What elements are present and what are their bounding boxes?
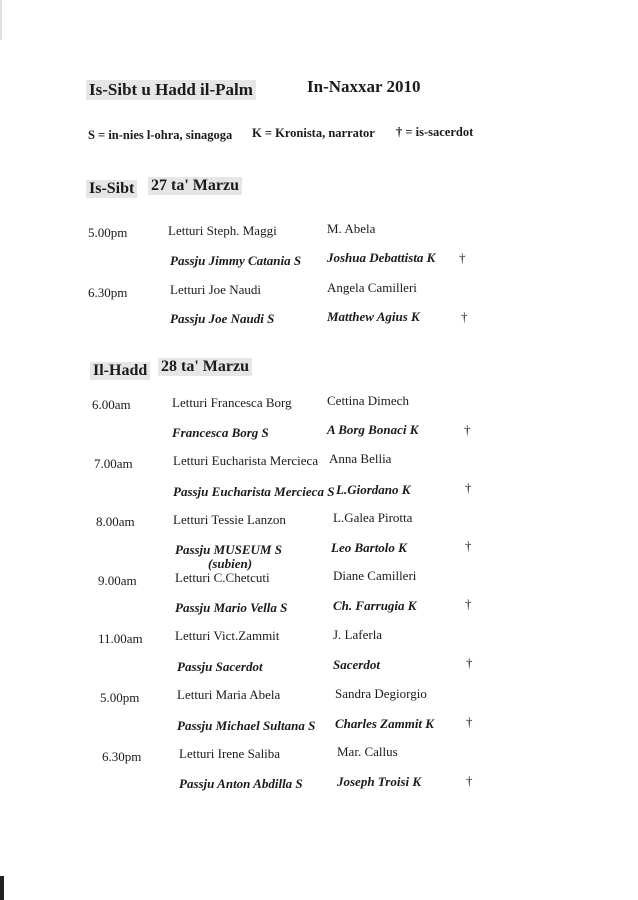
place-year: In-Naxxar 2010: [307, 77, 421, 96]
time-label: 5.00pm: [100, 690, 140, 705]
readers-entry: Letturi Eucharista Mercieca: [173, 453, 319, 468]
chronicler: Joshua Debattista K: [327, 250, 436, 265]
second-reader: J. Laferla: [333, 627, 383, 642]
passion-reader: Passju Jimmy Catania S: [170, 253, 302, 268]
readers-entry: Letturi Tessie Lanzon: [173, 512, 286, 527]
sunday-day-label: Il-Hadd: [90, 362, 150, 380]
chronicler: Charles Zammit K: [335, 716, 434, 731]
priest-cross-icon: †: [461, 309, 468, 324]
priest-cross-icon: †: [459, 250, 466, 265]
passion-note: (subien): [208, 556, 253, 571]
sunday-date-label: 28 ta' Marzu: [158, 358, 252, 376]
readers-entry: Letturi Joe Naudi: [170, 282, 261, 297]
legend-k: K = Kronista, narrator: [252, 126, 375, 140]
saturday-date-label: 27 ta' Marzu: [148, 177, 242, 195]
scan-edge-mark: [0, 876, 4, 900]
second-reader: Diane Camilleri: [333, 568, 417, 583]
second-reader: Anna Bellia: [329, 451, 392, 466]
second-reader: Angela Camilleri: [327, 280, 417, 295]
readers-entry: Letturi Steph. Maggi: [168, 223, 277, 238]
time-label: 5.00pm: [88, 225, 128, 240]
passion-reader: Francesca Borg S: [172, 425, 269, 440]
passion-reader: Passju Sacerdot: [177, 659, 263, 674]
priest-cross-icon: †: [466, 655, 473, 670]
time-label: 8.00am: [96, 514, 135, 529]
readers-entry: Letturi C.Chetcuti: [175, 570, 270, 585]
passion-reader: Passju Anton Abdilla S: [179, 776, 303, 791]
time-label: 7.00am: [94, 456, 133, 471]
time-label: 6.30pm: [102, 749, 142, 764]
priest-cross-icon: †: [465, 538, 472, 553]
saturday-day-label: Is-Sibt: [86, 180, 137, 198]
chronicler: Sacerdot: [333, 657, 380, 672]
chronicler: Joseph Troisi K: [337, 774, 422, 789]
passion-reader: Passju Mario Vella S: [175, 600, 288, 615]
chronicler: Leo Bartolo K: [331, 540, 407, 555]
legend-cross: † = is-sacerdot: [396, 125, 474, 139]
readers-entry: Letturi Irene Saliba: [179, 746, 281, 761]
priest-cross-icon: †: [465, 596, 472, 611]
time-label: 9.00am: [98, 573, 137, 588]
priest-cross-icon: †: [465, 480, 472, 495]
time-label: 6.00am: [92, 397, 131, 412]
second-reader: M. Abela: [327, 221, 376, 236]
second-reader: Sandra Degiorgio: [335, 686, 427, 701]
legend-s: S = in-nies l-ohra, sinagoga: [88, 128, 233, 142]
document-title: Is-Sibt u Hadd il-Palm: [86, 80, 256, 100]
chronicler: Ch. Farrugia K: [333, 598, 417, 613]
chronicler: A Borg Bonaci K: [327, 422, 419, 437]
priest-cross-icon: †: [464, 422, 471, 437]
chronicler: Matthew Agius K: [327, 309, 420, 324]
scan-edge-shadow: [0, 0, 2, 40]
second-reader: Cettina Dimech: [327, 393, 409, 408]
readers-entry: Letturi Vict.Zammit: [175, 628, 280, 643]
passion-reader: Passju MUSEUM S: [175, 542, 282, 557]
passion-reader: Passju Michael Sultana S: [177, 718, 316, 733]
priest-cross-icon: †: [466, 773, 473, 788]
readers-entry: Letturi Maria Abela: [177, 687, 281, 702]
second-reader: L.Galea Pirotta: [333, 510, 413, 525]
priest-cross-icon: †: [466, 714, 473, 729]
chronicler: L.Giordano K: [336, 482, 411, 497]
second-reader: Mar. Callus: [337, 744, 398, 759]
readers-entry: Letturi Francesca Borg: [172, 395, 292, 410]
time-label: 6.30pm: [88, 285, 128, 300]
passion-reader: Passju Eucharista Mercieca S: [173, 484, 335, 499]
time-label: 11.00am: [98, 631, 143, 646]
passion-reader: Passju Joe Naudi S: [170, 311, 275, 326]
